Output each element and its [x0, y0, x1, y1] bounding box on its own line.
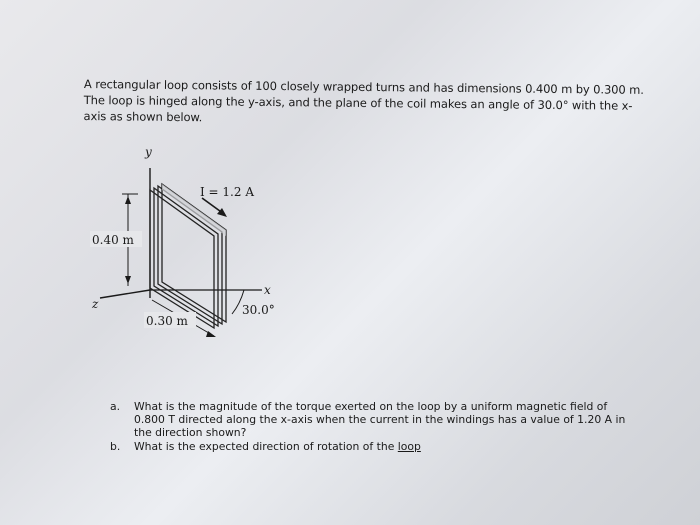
question-b — [110, 440, 640, 453]
angle-label: 30.0° — [242, 303, 275, 317]
loop-link[interactable]: loop — [397, 440, 421, 453]
height-label: 0.40 m — [92, 233, 134, 247]
coil-figure — [82, 138, 312, 348]
question-a-text: What is the magnitude of the torque exerted on the loop by a uniform magnetic field of 0.800 T directed along the x-axis when the current in the windings has a value of 1.20 A in the direction shown? — [134, 400, 626, 439]
question-list — [110, 400, 640, 454]
width-label: 0.30 m — [146, 314, 188, 328]
x-axis-label: x — [264, 283, 271, 297]
question-a — [110, 400, 640, 439]
current-label: I = 1.2 A — [200, 185, 254, 199]
y-axis-label: y — [145, 145, 152, 159]
z-axis-line — [100, 290, 150, 298]
question-a-marker: a. — [110, 400, 121, 413]
question-b-marker: b. — [110, 440, 121, 453]
problem-statement: A rectangular loop consists of 100 closely wrapped turns and has dimensions 0.400 m by 0.300 m. The loop is hinged along the y-axis, and the plane of the coil makes an angle of 30.0° with the x-axis as shown below. — [83, 76, 644, 125]
question-b-text: What is the expected direction of rotation of the — [134, 440, 398, 453]
coil-diagram — [82, 138, 312, 348]
z-axis-label: z — [92, 297, 99, 311]
